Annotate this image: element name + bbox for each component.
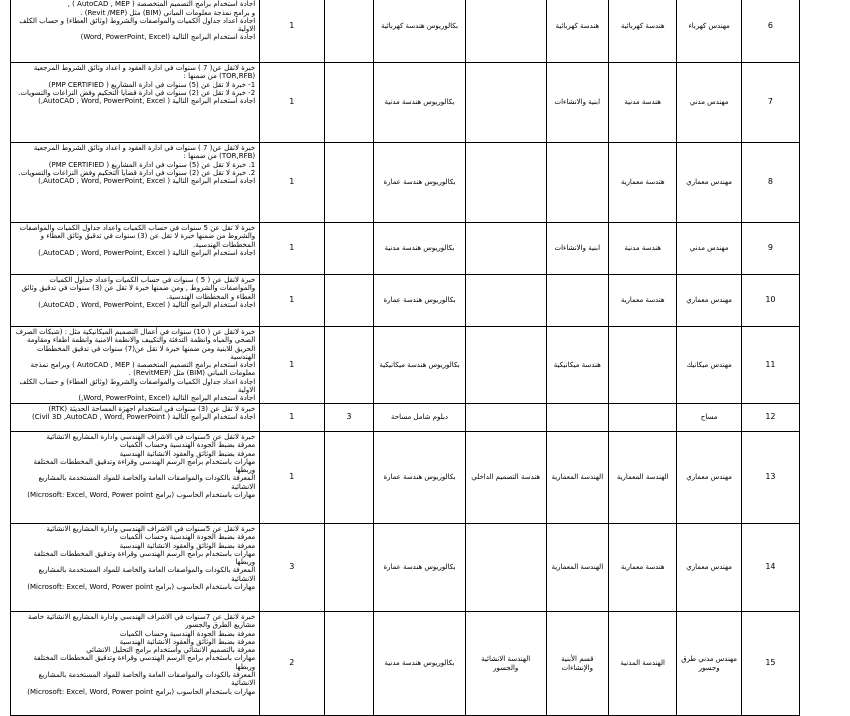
extra-specialty-cell (465, 327, 546, 404)
specialty-cell: هندسة كهربائية (608, 0, 677, 63)
title-cell: مهندس مدني (677, 63, 741, 143)
specialty-cell (608, 404, 677, 432)
table-row (11, 524, 800, 612)
title-cell: مساح (677, 404, 741, 432)
requirement-line: خبرة لاتقل عن( 7 ) سنوات في ادارة العقود و اعداد وثائق الشروط المرجعية (TOR,RFB) من ضمنها : (15, 64, 255, 81)
jobs-table-body (11, 0, 800, 716)
requirement-line: 2. خبرة لا تقل عن (2) سنوات في ادارة قضايا التحكيم وفض النزاعات والتسويات. (15, 169, 255, 177)
count-cell: 1 (260, 432, 324, 524)
extra-specialty-cell (465, 524, 546, 612)
department-cell: الهندسة المعمارية (546, 524, 608, 612)
jobs-table-page (10, 0, 800, 716)
row-number-cell: 7 (741, 63, 799, 143)
specialty-cell: الهندسة المعمارية (608, 432, 677, 524)
requirement-line: المعرفة بالكودات والمواصفات العامة والخاصة للمواد المستخدمة بالمشاريع الانشائية (15, 566, 255, 583)
extra-specialty-cell (465, 63, 546, 143)
extra-specialty-cell: الهندسة الانشائية والجسور (465, 612, 546, 716)
table-row (11, 404, 800, 432)
qualification-cell: بكالوريوس هندسة عمارة (374, 143, 465, 223)
requirement-line: اجادة استخدام البرامج التالية ( AutoCAD , Word, PowerPoint, Excel,) (15, 97, 255, 105)
specialty-cell: هندسة معمارية (608, 143, 677, 223)
department-cell (546, 404, 608, 432)
row-number-cell: 10 (741, 275, 799, 327)
qualification-cell: بكالوريوس هندسة كهربائية (374, 0, 465, 63)
row-number-cell: 8 (741, 143, 799, 223)
requirements-cell (11, 327, 260, 404)
requirement-line: معرفة بضبط الجودة الهندسية وحساب الكميات (15, 630, 255, 638)
requirements-cell (11, 275, 260, 327)
requirement-line: خبرة لاتقل عن 7سنوات في الاشراف الهندسي وادارة المشاريع الانشائية خاصة مشاريع الطرق والجسور (15, 613, 255, 630)
requirement-line: اجادة استخدام البرامج التالية ( AutoCAD , Word, PowerPoint, Excel,) (15, 177, 255, 185)
row-number-cell: 11 (741, 327, 799, 404)
years-cell (324, 524, 374, 612)
requirement-line: خبرة لاتقل عن( 7 ) سنوات في ادارة العقود و اعداد وثائق الشروط المرجعية (TOR,RFB) من ضمنها : (15, 144, 255, 161)
table-row (11, 223, 800, 275)
count-cell: 2 (260, 612, 324, 716)
qualification-cell: بكالوريوس هندسة ميكانيكية (374, 327, 465, 404)
qualification-cell: بكالوريوس هندسة مدنية (374, 223, 465, 275)
department-cell: ابنية والانشاءات (546, 223, 608, 275)
years-cell (324, 223, 374, 275)
table-row (11, 612, 800, 716)
table-row (11, 327, 800, 404)
jobs-table (10, 0, 800, 716)
requirements-cell (11, 432, 260, 524)
table-row (11, 63, 800, 143)
years-cell (324, 143, 374, 223)
qualification-cell: بكالوريوس هندسة مدنية (374, 63, 465, 143)
title-cell: مهندس ميكانيك (677, 327, 741, 404)
title-cell: مهندس مدني طرق وجسور (677, 612, 741, 716)
specialty-cell: هندسة معمارية (608, 275, 677, 327)
title-cell: مهندس معماري (677, 143, 741, 223)
years-cell (324, 0, 374, 63)
years-cell (324, 432, 374, 524)
requirement-line: خبرة لا تقل عن 5 سنوات في حساب الكميات واعداد جداول الكميات والمواصفات والشروط من ضمنها خبرة لا تقل عن (3) سنوات في تدقيق وثائق العطاء و المخططات الهندسية. (15, 224, 255, 249)
requirement-line: مهارات باستخدام الحاسوب (برامج Microsoft: Excel, Word, Power point) (15, 583, 255, 591)
row-number-cell: 6 (741, 0, 799, 63)
requirements-cell (11, 223, 260, 275)
department-cell: الهندسة المعمارية (546, 432, 608, 524)
count-cell: 1 (260, 404, 324, 432)
extra-specialty-cell (465, 0, 546, 63)
requirement-line: اجادة استخدام برامج التصميم المتخصصة ( AutoCAD , MEP ) , (15, 0, 255, 8)
years-cell (324, 275, 374, 327)
qualification-cell: بكالوريوس هندسة عمارة (374, 524, 465, 612)
requirement-line: 1- خبرة لا تقل عن (5) سنوات في ادارة المشاريع ( PMP CERTIFIED) (15, 81, 255, 89)
specialty-cell: هندسة مدنية (608, 63, 677, 143)
years-cell (324, 612, 374, 716)
specialty-cell: الهندسة المدنية (608, 612, 677, 716)
requirement-line: 2- خبرة لا تقل عن (2) سنوات في ادارة قضايا التحكيم وفض النزاعات والتسويات. (15, 89, 255, 97)
table-row (11, 143, 800, 223)
department-cell: ابنية والانشاءات (546, 63, 608, 143)
requirement-line: 1. خبرة لا تقل عن (5) سنوات في ادارة المشاريع ( PMP CERTIFIED) (15, 161, 255, 169)
requirement-line: اجادة استخدام البرامج التالية (Word, PowerPoint, Excel,) (15, 394, 255, 402)
requirement-line: مهارات باستخدام الحاسوب (برامج Microsoft: Excel, Word, Power point) (15, 491, 255, 499)
count-cell: 1 (260, 143, 324, 223)
requirement-line: خبرة لا تقل عن (3) سنوات في استخدام اجهزة المساحة الحديثة (RTK) (15, 405, 255, 413)
row-number-cell: 13 (741, 432, 799, 524)
requirements-cell (11, 0, 260, 63)
requirements-cell (11, 63, 260, 143)
extra-specialty-cell: هندسة التصميم الداخلي (465, 432, 546, 524)
title-cell: مهندس معماري (677, 524, 741, 612)
qualification-cell: بكالوريوس هندسة عمارة (374, 275, 465, 327)
row-number-cell: 14 (741, 524, 799, 612)
requirement-line: معرفة بالتصميم الانشائي واستخدام برامج التحليل الانشائي (15, 646, 255, 654)
department-cell: قسم الأبنية والإنشاءات (546, 612, 608, 716)
requirement-line: معرفة بضبط الوثائق والعقود الانشائية الهندسية (15, 638, 255, 646)
department-cell: هندسة كهربائية (546, 0, 608, 63)
requirement-line: اجادة استخدام البرامج التالية ( AutoCAD , Word, PowerPoint, Excel,) (15, 301, 255, 309)
department-cell (546, 275, 608, 327)
requirement-line: معرفة بضبط الوثائق والعقود الانشائية الهندسية (15, 542, 255, 550)
count-cell: 1 (260, 223, 324, 275)
requirement-line: اجادة اعداد جداول الكميات والمواصفات والشروط (وثائق العطاء) و حساب الكلف الاولية (15, 378, 255, 395)
requirement-line: اجادة استخدام برامج التصميم المتخصصة ( AutoCAD , MEP ) وبرامج نمذجة معلومات المباني (BIM) مثل (RevitMEP) . (15, 361, 255, 378)
row-number-cell: 15 (741, 612, 799, 716)
title-cell: مهندس معماري (677, 275, 741, 327)
requirement-line: اجادة اعداد جداول الكميات والمواصفات والشروط (وثائق العطاء) و حساب الكلف الاولية (15, 17, 255, 34)
count-cell: 1 (260, 63, 324, 143)
requirement-line: اجادة استخدام البرامج التالية (Word, PowerPoint, Excel) (15, 33, 255, 41)
extra-specialty-cell (465, 404, 546, 432)
title-cell: مهندس كهرباء (677, 0, 741, 63)
department-cell (546, 143, 608, 223)
title-cell: مهندس معماري (677, 432, 741, 524)
requirement-line: معرفة بضبط الجودة الهندسية وحساب الكميات (15, 441, 255, 449)
extra-specialty-cell (465, 143, 546, 223)
requirement-line: خبرة لاتقل عن 5سنوات في الاشراف الهندسي وادارة المشاريع الانشائية (15, 433, 255, 441)
requirement-line: مهارات باستخدام الحاسوب (برامج Microsoft: Excel, Word, Power point) (15, 688, 255, 696)
requirement-line: اجادة استخدام البرامج التالية ( Civil 3D ,AutoCAD , Word, PowerPoint) (15, 413, 255, 421)
qualification-cell: بكالوريوس هندسة عمارة (374, 432, 465, 524)
years-cell (324, 63, 374, 143)
count-cell: 1 (260, 0, 324, 63)
requirement-line: مهارات باستخدام برامج الرسم الهندسي وقراءة وتدقيق المخططات المختلفة وربطها (15, 654, 255, 671)
requirement-line: اجادة استخدام البرامج التالية ( AutoCAD , Word, PowerPoint, Excel,) (15, 249, 255, 257)
row-number-cell: 12 (741, 404, 799, 432)
requirements-cell (11, 404, 260, 432)
table-row (11, 275, 800, 327)
specialty-cell (608, 327, 677, 404)
department-cell: هندسة ميكانيكية (546, 327, 608, 404)
requirement-line: و برامج نمذجة معلومات المباني (BIM) مثل (Revit /MEP) . (15, 9, 255, 17)
requirement-line: معرفة بضبط الجودة الهندسية وحساب الكميات (15, 533, 255, 541)
requirement-line: مهارات باستخدام برامج الرسم الهندسي وقراءة وتدقيق المخططات المختلفة وربطها (15, 458, 255, 475)
requirement-line: مهارات باستخدام برامج الرسم الهندسي وقراءة وتدقيق المخططات المختلفة وربطها (15, 550, 255, 567)
requirement-line: المعرفة بالكودات والمواصفات العامة والخاصة للمواد المستخدمة بالمشاريع الانشائية (15, 474, 255, 491)
count-cell: 1 (260, 327, 324, 404)
specialty-cell: هندسة معمارية (608, 524, 677, 612)
requirements-cell (11, 143, 260, 223)
table-row (11, 0, 800, 63)
table-row (11, 432, 800, 524)
requirement-line: معرفة بضبط الوثائق والعقود الانشائية الهندسية (15, 450, 255, 458)
years-cell (324, 327, 374, 404)
qualification-cell: دبلوم شامل مساحة (374, 404, 465, 432)
requirement-line: خبرة لاتقل عن ( 10) سنوات في أعمال التصميم الميكانيكية مثل : (شبكات الصرف الصحي والمياه وانظمة التدفئة والتكييف والانظمة الامنية وانظمة اطفاء ومقاومة الحريق للابنية ومن ضمنها خبرة لا تقل عن(7) سنوات في تدقيق المخططات الهندسية (15, 328, 255, 361)
requirements-cell (11, 524, 260, 612)
years-cell: 3 (324, 404, 374, 432)
count-cell: 3 (260, 524, 324, 612)
specialty-cell: هندسة مدنية (608, 223, 677, 275)
title-cell: مهندس مدني (677, 223, 741, 275)
requirement-line: خبرة لاتقل عن ( 5 ) سنوات في حساب الكميات واعداد جداول الكميات والمواصفات والشروط , ومن ضمنها خبرة لا تقل عن (3) سنوات في تدقيق وثائق العطاء و المخططات الهندسية. (15, 276, 255, 301)
count-cell: 1 (260, 275, 324, 327)
extra-specialty-cell (465, 223, 546, 275)
extra-specialty-cell (465, 275, 546, 327)
row-number-cell: 9 (741, 223, 799, 275)
qualification-cell: بكالوريوس هندسة مدنية (374, 612, 465, 716)
requirement-line: المعرفة بالكودات والمواصفات العامة والخاصة للمواد المستخدمة بالمشاريع الانشائية (15, 671, 255, 688)
requirement-line: خبرة لاتقل عن 5سنوات في الاشراف الهندسي وادارة المشاريع الانشائية (15, 525, 255, 533)
requirements-cell (11, 612, 260, 716)
